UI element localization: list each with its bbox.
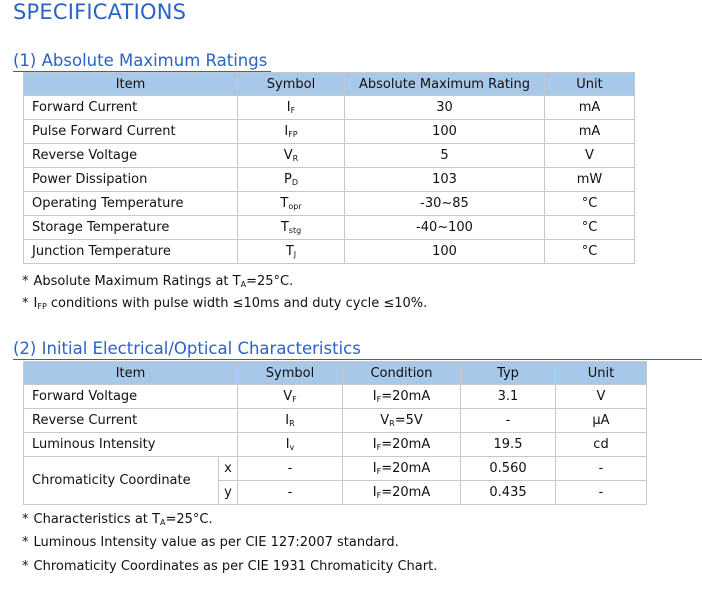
symbol-letter: I [286, 100, 291, 115]
note-chromaticity-chart: * Chromaticity Coordinates as per CIE 1931 Chromaticity Chart. [22, 559, 438, 574]
condition-letter: I [372, 437, 377, 452]
symbol-letter: - [287, 461, 293, 476]
typ-value: 0.435 [489, 485, 527, 500]
cell-unit [545, 192, 635, 216]
cell-rating [345, 192, 545, 216]
coordinate-label: y [224, 485, 232, 500]
cell-typ [461, 385, 556, 409]
cell-unit [556, 481, 647, 505]
symbol-subscript: R [292, 154, 299, 163]
table-row [24, 144, 635, 168]
unit-value: °C [581, 220, 598, 235]
section-title-text: (1) Absolute Maximum Ratings [13, 51, 268, 70]
item-label: Reverse Voltage [32, 148, 138, 163]
symbol-letter: I [285, 413, 290, 428]
cell-coordinate [219, 481, 238, 505]
unit-value: - [598, 461, 604, 476]
table-row [24, 216, 635, 240]
rating-value: 103 [432, 172, 457, 187]
unit-value: μA [592, 413, 610, 428]
cell-condition [343, 433, 461, 457]
cell-condition [343, 385, 461, 409]
coordinate-label: x [224, 461, 232, 476]
rating-value: -40~100 [416, 220, 473, 235]
table-row [24, 120, 635, 144]
cell-item [24, 168, 238, 192]
note-marker: * [22, 512, 29, 527]
item-label: Forward Voltage [32, 389, 138, 404]
table-row [24, 96, 635, 120]
absolute-max-ratings-table [23, 72, 635, 264]
cell-item [24, 120, 238, 144]
unit-value: mW [576, 172, 603, 187]
note-luminous-standard: * Luminous Intensity value as per CIE 127:2007 standard. [22, 535, 399, 550]
header-item: Item [24, 73, 238, 96]
cell-rating [345, 96, 545, 120]
cell-rating [345, 216, 545, 240]
symbol-subscript: F [290, 106, 296, 115]
cell-condition [343, 481, 461, 505]
table-row [24, 168, 635, 192]
cell-rating [345, 144, 545, 168]
cell-rating [345, 120, 545, 144]
item-label: Power Dissipation [32, 172, 148, 187]
cell-item [24, 385, 238, 409]
cell-coordinate [219, 457, 238, 481]
symbol-letter: T [280, 220, 289, 235]
cell-symbol [238, 96, 345, 120]
rating-value: 100 [432, 244, 457, 259]
unit-value: V [585, 148, 594, 163]
section-title-text: (2) Initial Electrical/Optical Characteristics [13, 339, 361, 358]
symbol-letter: P [283, 172, 292, 187]
note-marker: * [22, 535, 29, 550]
item-label: Junction Temperature [32, 244, 171, 259]
symbol-subscript: v [289, 443, 295, 452]
symbol-letter: I [284, 124, 289, 139]
condition-letter: I [372, 485, 377, 500]
rating-value: 5 [440, 148, 449, 163]
cell-unit [545, 168, 635, 192]
cell-symbol [238, 168, 345, 192]
symbol-subscript: R [289, 419, 295, 428]
table-row [24, 192, 635, 216]
section-title-electrical-optical [13, 339, 361, 358]
cell-typ [461, 457, 556, 481]
page-title: SPECIFICATIONS [13, 0, 187, 24]
cell-item [24, 144, 238, 168]
condition-letter: I [372, 461, 377, 476]
table-header-row [24, 73, 635, 96]
cell-item [24, 457, 219, 505]
symbol-letter: V [283, 148, 293, 163]
condition-letter: I [372, 389, 377, 404]
cell-symbol [238, 457, 343, 481]
unit-value: V [596, 389, 606, 404]
cell-item [24, 240, 238, 264]
cell-unit [545, 240, 635, 264]
item-label: Chromaticity Coordinate [32, 473, 191, 488]
condition-value: =20mA [381, 389, 431, 404]
unit-value: - [598, 485, 604, 500]
cell-symbol [238, 240, 345, 264]
note-marker: * [22, 274, 29, 289]
cell-symbol [238, 433, 343, 457]
electrical-optical-table [23, 361, 647, 505]
symbol-letter: T [280, 196, 289, 211]
table-header-row [24, 362, 647, 385]
condition-letter: V [380, 413, 390, 428]
cell-typ [461, 433, 556, 457]
unit-value: cd [593, 437, 609, 452]
cell-symbol [238, 409, 343, 433]
item-label: Luminous Intensity [32, 437, 156, 452]
cell-unit [545, 144, 635, 168]
cell-item [24, 216, 238, 240]
symbol-subscript: D [291, 178, 298, 187]
item-label: Forward Current [32, 100, 138, 115]
table-row [24, 409, 647, 433]
cell-symbol [238, 385, 343, 409]
symbol-letter: T [285, 244, 294, 259]
typ-value: 0.560 [489, 461, 527, 476]
note-marker: * [22, 296, 29, 311]
header-symbol: Symbol [238, 362, 343, 385]
condition-subscript: F [376, 443, 382, 452]
item-label: Operating Temperature [32, 196, 184, 211]
cell-unit [556, 433, 647, 457]
header-typ: Typ [461, 362, 556, 385]
typ-value: 3.1 [497, 389, 519, 404]
condition-value: =20mA [381, 461, 431, 476]
cell-item [24, 433, 238, 457]
symbol-letter: V [283, 389, 293, 404]
symbol-subscript: opr [288, 202, 302, 211]
unit-value: mA [578, 124, 601, 139]
condition-subscript: F [376, 467, 382, 476]
cell-unit [556, 457, 647, 481]
cell-typ [461, 409, 556, 433]
cell-symbol [238, 120, 345, 144]
cell-symbol [238, 144, 345, 168]
header-condition: Condition [343, 362, 461, 385]
condition-value: =5V [394, 413, 423, 428]
item-label: Pulse Forward Current [32, 124, 176, 139]
header-item: Item [24, 362, 238, 385]
note-absolute-max-temp: * Absolute Maximum Ratings at $T_A=25^\circ C$. [22, 274, 294, 289]
cell-rating [345, 168, 545, 192]
condition-subscript: F [376, 491, 382, 500]
header-rating: Absolute Maximum Rating [345, 73, 545, 96]
cell-typ [461, 481, 556, 505]
section-title-absolute-max [13, 51, 267, 70]
cell-condition [343, 409, 461, 433]
condition-subscript: F [376, 395, 382, 404]
cell-unit [545, 96, 635, 120]
header-symbol: Symbol [238, 73, 345, 96]
unit-value: °C [581, 196, 598, 211]
section-title-underline [13, 359, 702, 360]
condition-value: =20mA [381, 437, 431, 452]
typ-value: 19.5 [493, 437, 523, 452]
cell-unit [556, 409, 647, 433]
cell-rating [345, 240, 545, 264]
symbol-letter: - [287, 485, 293, 500]
note-pulse-condition: * $I_{FP}$ conditions with pulse width ≤10ms and duty cycle ≤10%. [22, 296, 428, 311]
cell-unit [545, 120, 635, 144]
cell-condition [343, 457, 461, 481]
cell-item [24, 409, 238, 433]
cell-item [24, 96, 238, 120]
table-row [24, 457, 647, 481]
table-row [24, 385, 647, 409]
rating-value: 30 [436, 100, 453, 115]
unit-value: °C [581, 244, 598, 259]
symbol-subscript: FP [288, 130, 298, 139]
unit-value: mA [578, 100, 601, 115]
header-unit: Unit [556, 362, 647, 385]
rating-value: -30~85 [420, 196, 469, 211]
cell-unit [545, 216, 635, 240]
symbol-letter: I [285, 437, 290, 452]
cell-unit [556, 385, 647, 409]
cell-item [24, 192, 238, 216]
cell-symbol [238, 481, 343, 505]
table-row [24, 240, 635, 264]
header-unit: Unit [545, 73, 635, 96]
typ-value: - [505, 413, 511, 428]
symbol-subscript: J [293, 250, 297, 259]
item-label: Storage Temperature [32, 220, 170, 235]
note-marker: * [22, 559, 29, 574]
condition-value: =20mA [381, 485, 431, 500]
symbol-subscript: stg [288, 226, 302, 235]
note-characteristics-temp: * Characteristics at $T_A=25^\circ C$. [22, 512, 213, 527]
condition-subscript: R [389, 419, 395, 428]
symbol-subscript: F [292, 395, 297, 404]
cell-symbol [238, 216, 345, 240]
table-row [24, 433, 647, 457]
item-label: Reverse Current [32, 413, 138, 428]
cell-symbol [238, 192, 345, 216]
rating-value: 100 [432, 124, 457, 139]
